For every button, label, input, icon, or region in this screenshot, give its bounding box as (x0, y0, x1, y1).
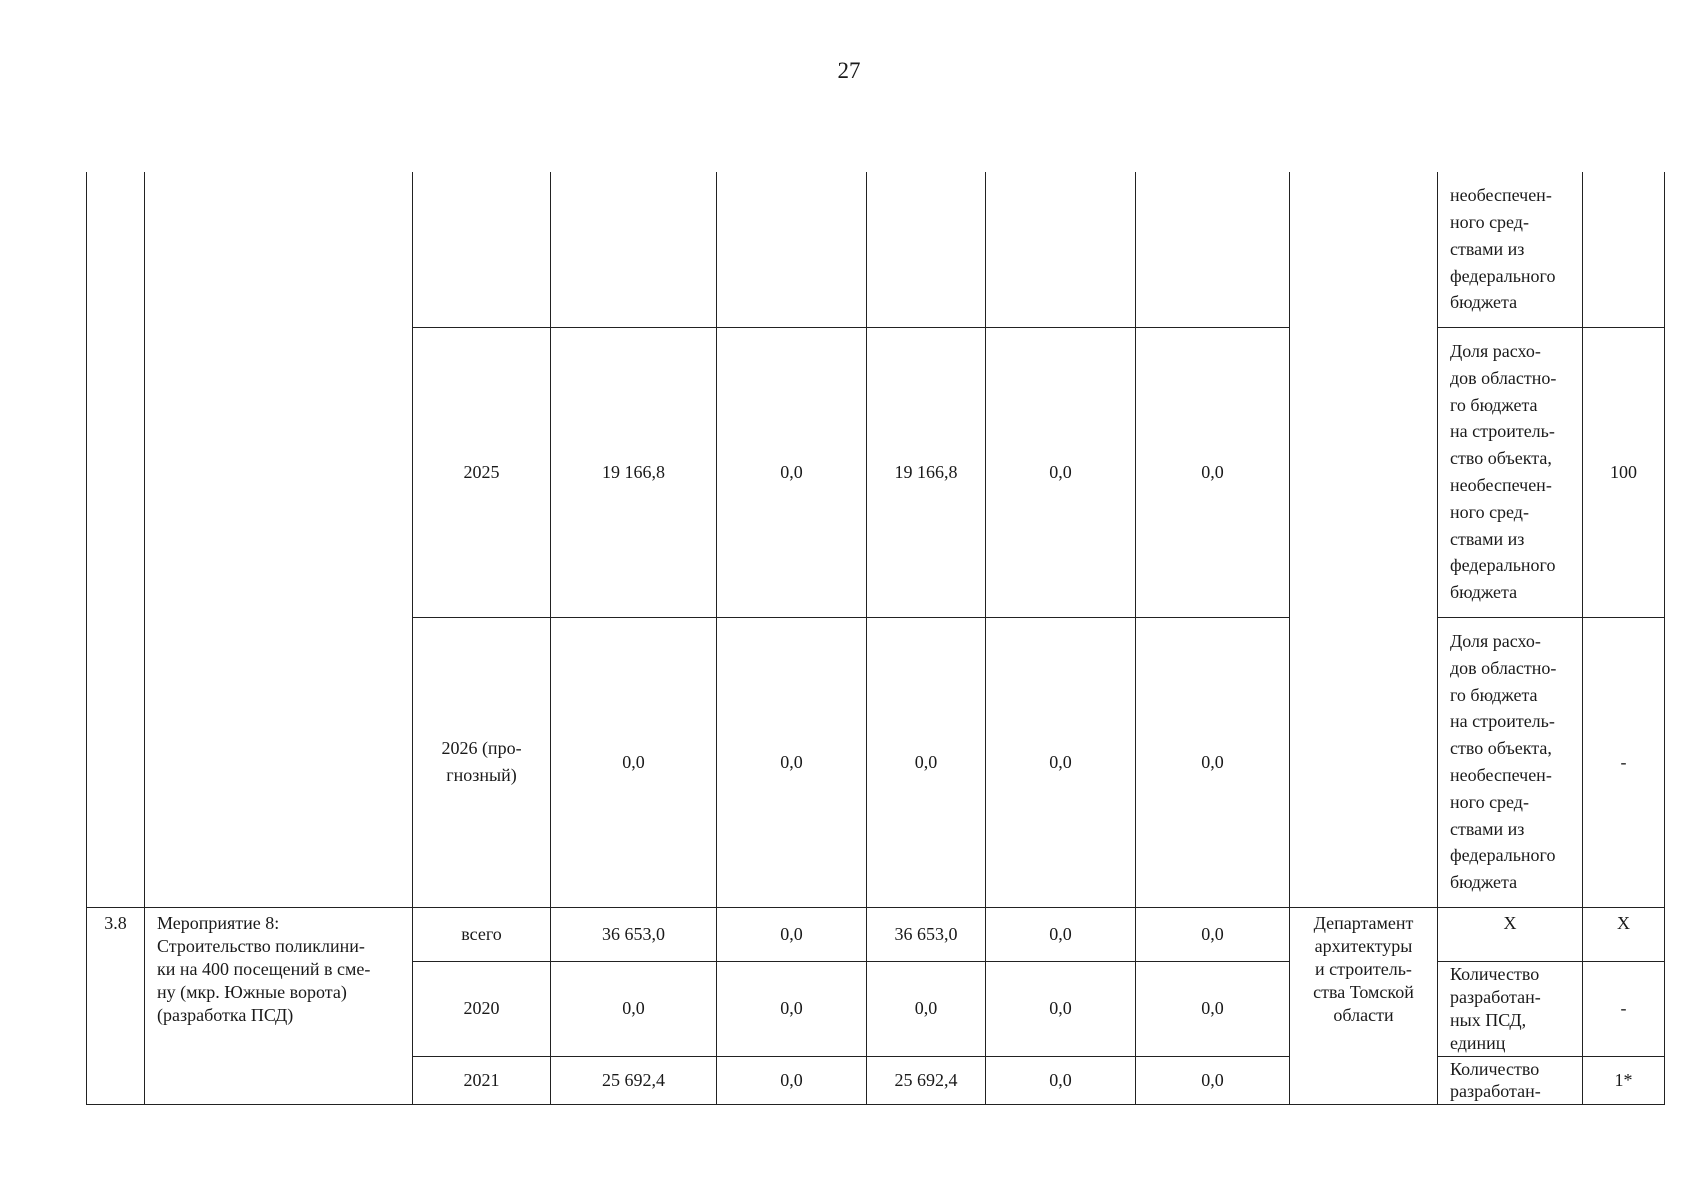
indicator-line: необеспечен- (1450, 475, 1552, 495)
regional-cell (867, 172, 986, 327)
total-cell: 0,0 (551, 617, 717, 907)
department-cell (1290, 172, 1438, 907)
regional-cell: 0,0 (867, 617, 986, 907)
event-name-line: ки на 400 посещений в сме- (157, 958, 371, 979)
indicator-line: ствами из (1450, 818, 1525, 839)
indicator-line: Доля расхо- (1450, 631, 1541, 652)
indicator-line: ного сред- (1450, 212, 1529, 233)
indicator-line: ство объекта, (1450, 448, 1552, 469)
regional-cell: 25 692,4 (867, 1056, 986, 1104)
indicator-line: разработан- (1450, 986, 1541, 1007)
regional-cell: 19 166,8 (867, 327, 986, 617)
event-number-cell (87, 172, 145, 907)
regional-cell: 0,0 (867, 961, 986, 1056)
total-cell: 36 653,0 (551, 907, 717, 961)
indicator-line: бюджета (1450, 582, 1518, 603)
value-cell: - (1583, 961, 1665, 1056)
local-cell (986, 172, 1136, 327)
local-cell: 0,0 (986, 1056, 1136, 1104)
indicator-cell (1438, 907, 1583, 961)
indicator-line: бюджета (1450, 292, 1518, 313)
total-cell: 25 692,4 (551, 1056, 717, 1104)
federal-cell: 0,0 (717, 617, 867, 907)
event-number-cell (87, 907, 145, 1104)
federal-cell: 0,0 (717, 1056, 867, 1104)
extra-cell: 0,0 (1136, 907, 1290, 961)
year-cell: 2025 (413, 327, 551, 617)
regional-cell: 36 653,0 (867, 907, 986, 961)
page-number: 27 (837, 58, 861, 83)
indicator-line: необеспечен- (1450, 185, 1552, 206)
department-line: и строитель- (1315, 958, 1412, 979)
event-name-line: Мероприятие 8: (157, 912, 280, 933)
department-line: области (1333, 1004, 1394, 1025)
total-cell: 0,0 (551, 961, 717, 1056)
local-cell: 0,0 (986, 907, 1136, 961)
extra-cell: 0,0 (1136, 327, 1290, 617)
indicator-cell (1438, 1056, 1583, 1104)
department-cell (1290, 907, 1438, 1104)
indicator-line: федерального (1450, 845, 1556, 866)
value-cell (1583, 172, 1665, 327)
indicator-cell (1438, 961, 1583, 1056)
year-cell: всего (413, 907, 551, 961)
indicator-line: го бюджета (1450, 394, 1538, 415)
budget-table (86, 172, 1665, 1105)
event-name-line: (разработка ПСД) (157, 1004, 294, 1025)
indicator-cell (1438, 327, 1583, 617)
indicator-line: на строитель- (1450, 421, 1555, 442)
indicator-cell (1438, 617, 1583, 907)
indicator-line: бюджета (1450, 872, 1518, 893)
indicator-line: X (1503, 912, 1517, 933)
indicator-line: ных ПСД, (1450, 1009, 1527, 1030)
indicator-line: Количество (1450, 1059, 1540, 1079)
year-cell: 2020 (413, 961, 551, 1056)
year-line: гнозный) (446, 765, 517, 785)
local-cell: 0,0 (986, 327, 1136, 617)
indicator-line: ство объекта, (1450, 738, 1552, 759)
indicator-line: единиц (1450, 1032, 1506, 1053)
indicator-line: ствами из (1450, 238, 1525, 259)
federal-cell: 0,0 (717, 907, 867, 961)
department-line: ства Томской (1313, 981, 1414, 1002)
federal-cell: 0,0 (717, 961, 867, 1056)
event-name-line: Строительство поликлини- (157, 935, 365, 956)
indicator-line: на строитель- (1450, 711, 1555, 732)
year-cell (413, 172, 551, 327)
indicator-line: Количество (1450, 963, 1540, 984)
local-cell: 0,0 (986, 961, 1136, 1056)
value-cell: 100 (1583, 327, 1665, 617)
event-name-cell (145, 172, 413, 907)
indicator-line: федерального (1450, 265, 1556, 286)
year-cell (413, 617, 551, 907)
indicator-line: го бюджета (1450, 684, 1538, 705)
department-line: Департамент (1313, 912, 1414, 933)
indicator-cell (1438, 172, 1583, 327)
department-line: архитектуры (1314, 935, 1413, 956)
local-cell: 0,0 (986, 617, 1136, 907)
federal-cell: 0,0 (717, 327, 867, 617)
table-row (87, 907, 1665, 961)
total-cell (551, 172, 717, 327)
event-name-cell (145, 907, 413, 1104)
indicator-line: необеспечен- (1450, 765, 1552, 785)
extra-cell: 0,0 (1136, 1056, 1290, 1104)
value-cell: - (1583, 617, 1665, 907)
indicator-line: разработан- (1450, 1081, 1541, 1101)
extra-cell (1136, 172, 1290, 327)
value-text: X (1617, 912, 1630, 933)
event-number: 3.8 (104, 912, 127, 933)
indicator-line: Доля расхо- (1450, 341, 1541, 362)
year-cell: 2021 (413, 1056, 551, 1104)
extra-cell: 0,0 (1136, 617, 1290, 907)
federal-cell (717, 172, 867, 327)
event-name-line: ну (мкр. Южные ворота) (157, 981, 347, 1002)
indicator-line: федерального (1450, 555, 1556, 576)
extra-cell: 0,0 (1136, 961, 1290, 1056)
table-row (87, 172, 1665, 327)
indicator-line: дов областно- (1450, 367, 1557, 388)
indicator-line: ного сред- (1450, 791, 1529, 812)
total-cell: 19 166,8 (551, 327, 717, 617)
indicator-line: ствами из (1450, 528, 1525, 549)
value-cell (1583, 907, 1665, 961)
indicator-line: ного сред- (1450, 501, 1529, 522)
indicator-line: дов областно- (1450, 657, 1557, 678)
year-line: 2026 (про- (441, 738, 522, 758)
value-cell: 1* (1583, 1056, 1665, 1104)
